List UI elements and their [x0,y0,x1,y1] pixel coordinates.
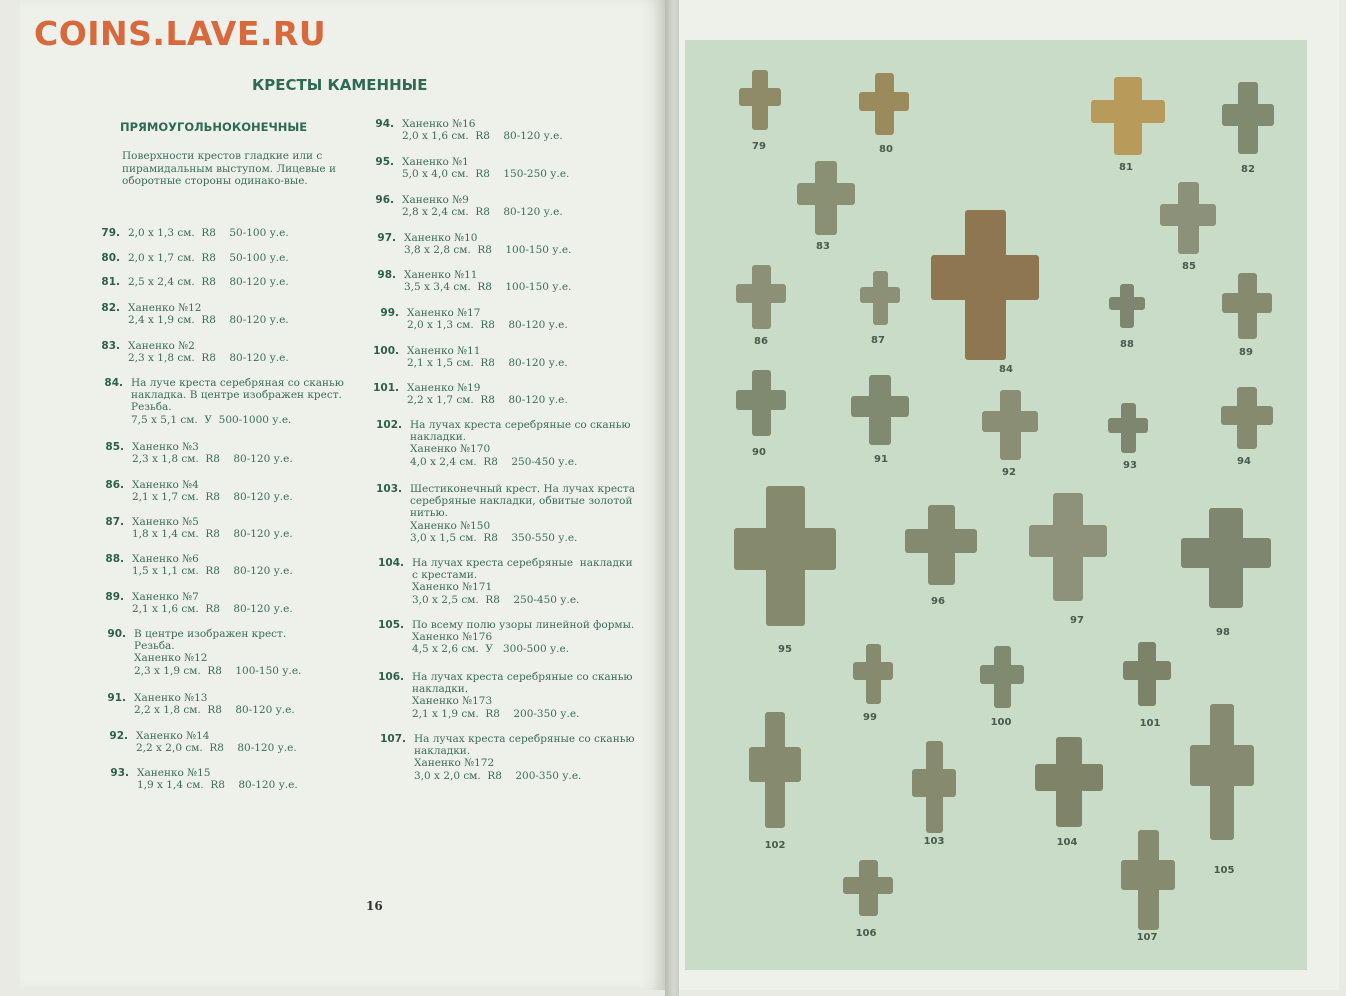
entry-number: 106. [378,671,404,683]
entry-line: Ханенко №17 [407,307,481,319]
cross-horizontal-beam [749,747,801,782]
entry-number: 97. [377,232,396,244]
entry-number: 86. [105,479,124,491]
cross-horizontal-beam [1108,418,1148,433]
cross-label: 103 [923,836,945,847]
entry-line: 5,0 х 4,0 см. R8 150-250 у.е. [402,168,570,181]
entry-text [128,302,289,326]
cross-label: 79 [752,141,766,152]
entry-line: Ханенко №19 [407,382,481,394]
entry-text [132,479,293,503]
entry-number: 84. [104,377,123,389]
entry-line: 1,8 х 1,4 см. R8 80-120 у.е. [132,528,293,541]
entry-text [407,345,568,369]
entry-line: нитью. [410,507,449,520]
stone-cross-image [1029,493,1107,601]
cross-horizontal-beam [860,287,900,303]
entry-line: Ханенко №176 [412,631,493,644]
cross-label: 100 [990,717,1012,728]
entry-line: Ханенко №12 [134,652,208,665]
entry-line: 2,3 х 1,9 см. R8 100-150 у.е. [134,664,302,677]
entry-line: 2,1 х 1,7 см. R8 80-120 у.е. [132,491,293,504]
entry-number: 104. [378,557,404,569]
entry-number: 87. [105,516,124,528]
entry-line: 3,0 х 2,5 см. R8 250-450 у.е. [412,593,580,606]
entry-line: серебряные накладки, обвитые золотой [410,495,633,508]
entry-line: с крестами. [412,569,478,582]
stone-cross-image [1221,387,1273,449]
stone-cross-image [1121,830,1175,930]
cross-horizontal-beam [851,396,909,417]
entry-text [132,591,293,615]
entry-text [402,118,563,142]
stone-cross-image [1181,508,1271,608]
entry-line: 2,5 х 2,4 см. R8 80-120 у.е. [128,276,289,288]
entry-number: 89. [105,591,124,603]
cross-horizontal-beam [982,411,1038,432]
entry-text [404,269,571,293]
entry-number: 102. [376,419,402,431]
entry-number: 101. [373,382,399,394]
entry-number: 88. [105,553,124,565]
stone-cross-image [749,712,801,828]
entry-number: 91. [107,692,126,704]
cross-horizontal-beam [797,183,855,205]
site-watermark: COINS.LAVE.RU [34,14,327,53]
stone-cross-image [860,271,900,325]
entry-text [128,252,289,264]
entry-text [410,483,635,544]
entry-line: 3,8 х 2,8 см. R8 100-150 у.е. [404,244,572,257]
cross-label: 104 [1056,837,1078,848]
cross-label: 97 [1070,615,1084,626]
entry-line: 2,1 х 1,9 см. R8 200-350 у.е. [412,707,580,720]
stone-cross-image [853,644,893,704]
entry-line: Резьба. [134,640,175,653]
cross-label: 105 [1213,865,1235,876]
stone-cross-image [1109,284,1145,328]
entry-line: Ханенко №9 [402,194,469,206]
entry-text [414,733,635,782]
entry-line: Ханенко №170 [410,443,491,456]
photo-plate [685,40,1307,970]
entry-line: 1,5 х 1,1 см. R8 80-120 у.е. [132,565,293,578]
cross-horizontal-beam [1121,860,1175,890]
entry-line: Ханенко №12 [128,302,202,314]
entry-line: В центре изображен крест. [134,628,287,640]
stone-cross-image [1035,737,1103,827]
entry-line: 2,2 х 1,7 см. R8 80-120 у.е. [407,394,568,407]
entry-text [407,307,568,331]
entry-text [404,232,571,256]
entry-line: На лучах креста серебряные со сканью [414,733,635,745]
stone-cross-image [736,265,786,329]
entry-line: Ханенко №13 [134,692,208,704]
entry-text [412,557,633,606]
entry-text [402,194,563,218]
cross-horizontal-beam [1035,764,1103,791]
stone-cross-image [851,375,909,445]
cross-horizontal-beam [1160,204,1216,226]
cross-label: 96 [931,596,945,607]
stone-cross-image [1108,403,1148,453]
entry-line: Шестиконечный крест. На лучах креста [410,483,635,495]
stone-cross-image [931,210,1039,360]
stone-cross-image [1190,704,1254,840]
entry-line: 2,0 х 1,6 см. R8 80-120 у.е. [402,130,563,143]
cross-horizontal-beam [1190,745,1254,786]
cross-label: 86 [754,336,768,347]
entry-line: 2,3 х 1,8 см. R8 80-120 у.е. [128,352,289,365]
entry-line: Ханенко №15 [137,767,211,779]
entry-line: По всему полю узоры линейной формы. [412,619,635,631]
cross-horizontal-beam [853,662,893,680]
entry-line: 2,0 х 1,7 см. R8 50-100 у.е. [128,252,289,264]
entry-line: 1,9 х 1,4 см. R8 80-120 у.е. [137,779,298,792]
entry-line: 3,5 х 3,4 см. R8 100-150 у.е. [404,281,572,294]
cross-label: 83 [816,241,830,252]
cross-horizontal-beam [912,769,956,797]
entry-line: 2,1 х 1,6 см. R8 80-120 у.е. [132,603,293,616]
intro-text: Поверхности крестов гладкие или с пирамидальным выступом. Лицевые и оборотные стороны одинако-вые. [122,150,336,187]
cross-horizontal-beam [1181,538,1271,568]
entry-line: Ханенко №11 [404,269,478,281]
entry-number: 105. [378,619,404,631]
entry-line: Ханенко №16 [402,118,476,130]
entry-text [132,553,293,577]
entry-number: 90. [107,628,126,640]
cross-horizontal-beam [980,665,1024,684]
cross-label: 80 [879,144,893,155]
cross-label: 93 [1123,460,1137,471]
cross-horizontal-beam [736,284,786,303]
entry-line: На лучах креста серебряные со сканью [410,419,631,431]
stone-cross-image [1222,273,1272,339]
entry-line: Ханенко №150 [410,519,491,532]
book-gutter [665,0,679,996]
stone-cross-image [797,161,855,235]
cross-label: 95 [778,644,792,655]
cross-label: 85 [1182,261,1196,272]
page-number: 16 [366,899,383,913]
stone-cross-image [734,486,836,626]
cross-horizontal-beam [1109,297,1145,310]
entry-number: 79. [101,227,120,239]
cross-horizontal-beam [931,255,1039,300]
cross-label: 106 [855,928,877,939]
cross-horizontal-beam [859,92,909,111]
stone-cross-image [736,370,786,436]
cross-horizontal-beam [736,390,786,410]
cross-horizontal-beam [1222,104,1274,126]
entry-line: Ханенко №173 [412,695,493,708]
entry-line: 4,0 х 2,4 см. R8 250-450 у.е. [410,455,578,468]
cross-label: 90 [752,447,766,458]
entry-text [412,619,634,656]
entry-text [407,382,568,406]
entry-line: Ханенко №14 [136,730,210,742]
entry-line: Ханенко №172 [414,757,495,770]
cross-horizontal-beam [1222,293,1272,313]
entry-number: 92. [109,730,128,742]
entry-line: Ханенко №5 [132,516,199,528]
entry-line: Ханенко №10 [404,232,478,244]
entry-text [128,276,289,288]
entry-line: накладки. [412,683,469,696]
entry-number: 94. [375,118,394,130]
entry-line: 2,8 х 2,4 см. R8 80-120 у.е. [402,206,563,219]
entry-line: 2,2 х 1,8 см. R8 80-120 у.е. [134,704,295,717]
section-subtitle: ПРЯМОУГОЛЬНОКОНЕЧНЫЕ [120,120,308,134]
entry-line: На луче креста серебряная со сканью [131,377,344,389]
stone-cross-image [1123,642,1171,706]
entry-text [134,692,295,716]
cross-label: 84 [999,364,1013,375]
cross-horizontal-beam [739,88,781,106]
cross-label: 99 [863,712,877,723]
entry-number: 100. [373,345,399,357]
entry-number: 96. [375,194,394,206]
cross-label: 107 [1136,932,1158,943]
entry-number: 85. [105,441,124,453]
entry-number: 95. [375,156,394,168]
entry-number: 99. [380,307,399,319]
cross-horizontal-beam [843,877,893,894]
entry-text [128,227,289,239]
cross-horizontal-beam [1029,525,1107,557]
cross-label: 89 [1239,347,1253,358]
entry-line: накладка. В центре изображен крест. [131,389,342,402]
cross-label: 87 [871,335,885,346]
stone-cross-image [739,70,781,130]
entry-line: 2,2 х 2,0 см. R8 80-120 у.е. [136,742,297,755]
cross-horizontal-beam [905,529,977,553]
entry-line: Ханенко №171 [412,581,493,594]
entry-number: 80. [101,252,120,264]
entry-text [134,628,301,677]
entry-text [132,516,293,540]
entry-line: Резьба. [131,401,172,414]
cross-label: 92 [1002,467,1016,478]
entry-line: Ханенко №6 [132,553,199,565]
cross-horizontal-beam [734,528,836,570]
entry-line: Ханенко №11 [407,345,481,357]
cross-label: 94 [1237,456,1251,467]
page-title: КРЕСТЫ КАМЕННЫЕ [252,76,428,94]
entry-line: 2,1 х 1,5 см. R8 80-120 у.е. [407,357,568,370]
entry-number: 81. [101,276,120,288]
entry-number: 107. [380,733,406,745]
stone-cross-image [1222,82,1274,154]
cross-label: 82 [1241,164,1255,175]
stone-cross-image [905,505,977,585]
entry-number: 83. [101,340,120,352]
entry-text [132,441,293,465]
stone-cross-image [1091,77,1165,155]
stone-cross-image [982,390,1038,460]
entry-text [412,671,633,720]
entry-text [136,730,297,754]
entry-line: 2,0 х 1,3 см. R8 80-120 у.е. [407,319,568,332]
entry-line: 3,0 х 2,0 см. R8 200-350 у.е. [414,769,582,782]
entry-line: На лучах креста серебряные со сканью [412,671,633,683]
entry-line: 7,5 х 5,1 см. У 500-1000 у.е. [131,413,292,426]
entry-number: 82. [101,302,120,314]
entry-line: Ханенко №4 [132,479,199,491]
entry-line: 2,3 х 1,8 см. R8 80-120 у.е. [132,453,293,466]
entry-text [137,767,298,791]
entry-line: 2,0 х 1,3 см. R8 50-100 у.е. [128,227,289,239]
cross-label: 102 [764,840,786,851]
cross-horizontal-beam [1221,406,1273,425]
entry-line: Ханенко №3 [132,441,199,453]
entry-line: Ханенко №7 [132,591,199,603]
stone-cross-image [859,73,909,135]
stone-cross-image [1160,182,1216,254]
entry-number: 93. [110,767,129,779]
entry-line: 4,5 х 2,6 см. У 300-500 у.е. [412,643,570,656]
entry-text [402,156,569,180]
stone-cross-image [843,860,893,916]
cross-label: 98 [1216,627,1230,638]
stone-cross-image [980,646,1024,708]
cross-label: 101 [1139,718,1161,729]
entry-line: На лучах креста серебряные накладки [412,557,633,569]
entry-line: накладки. [414,745,471,758]
cross-horizontal-beam [1123,661,1171,680]
entry-line: накладки. [410,431,467,444]
cross-label: 81 [1119,162,1133,173]
entry-text [131,377,344,426]
entry-line: Ханенко №2 [128,340,195,352]
cross-label: 91 [874,454,888,465]
entry-number: 103. [376,483,402,495]
entry-line: Ханенко №1 [402,156,469,168]
entry-line: 3,0 х 1,5 см. R8 350-550 у.е. [410,531,578,544]
cross-label: 88 [1120,339,1134,350]
cross-horizontal-beam [1091,100,1165,123]
entry-text [128,340,289,364]
stone-cross-image [912,741,956,833]
entry-number: 98. [377,269,396,281]
entry-line: 2,4 х 1,9 см. R8 80-120 у.е. [128,314,289,327]
entry-text [410,419,631,468]
